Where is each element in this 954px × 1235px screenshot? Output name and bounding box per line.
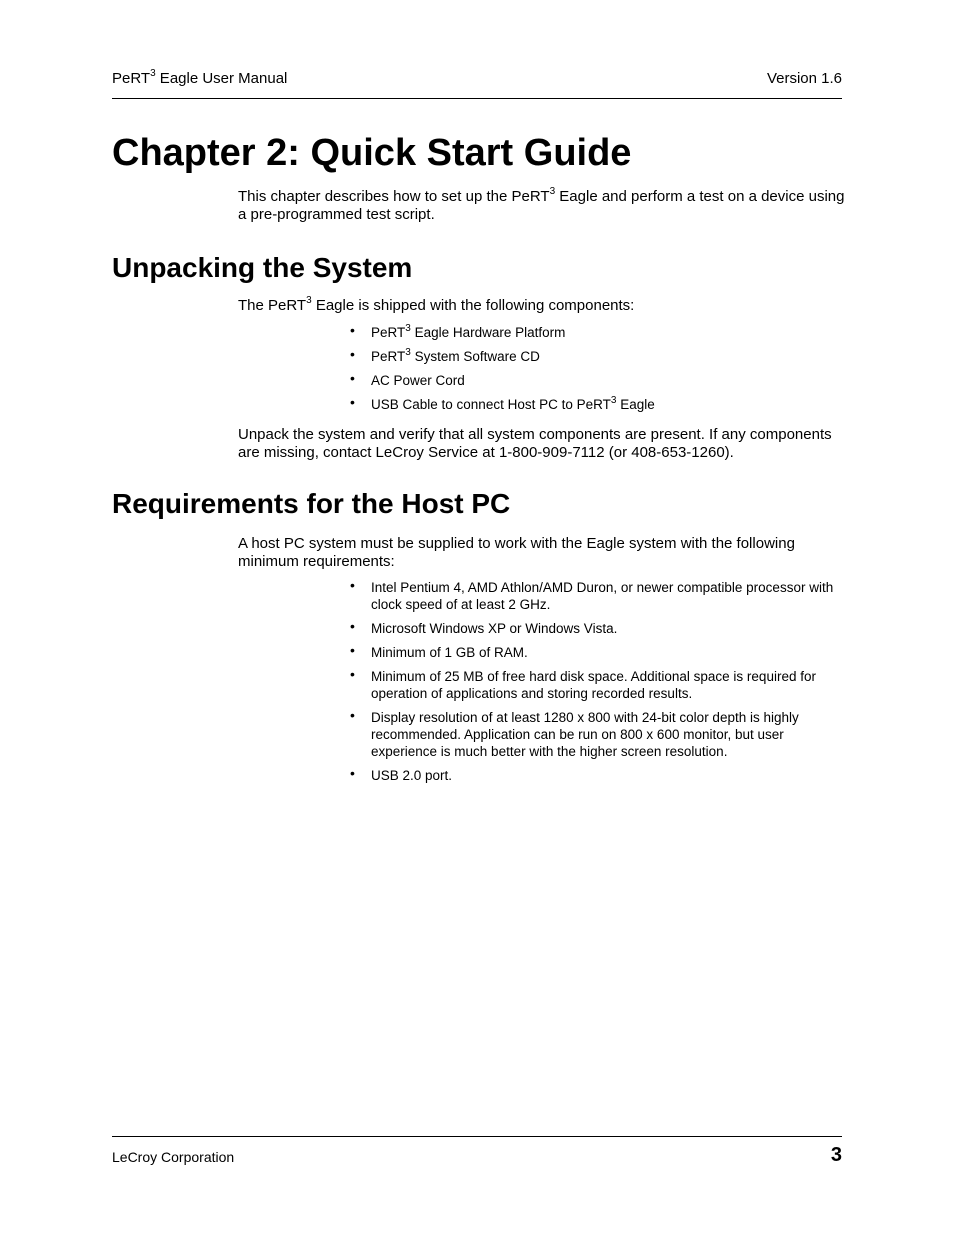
list-item (350, 644, 845, 661)
list-item-text: Minimum of 1 GB of RAM. (371, 645, 528, 660)
list-item-text: PeRT (371, 349, 406, 364)
list-item-text: Microsoft Windows XP or Windows Vista. (371, 621, 618, 636)
list-item-superscript: 3 (405, 322, 411, 334)
bullet-icon: • (350, 577, 355, 593)
list-item-text: Minimum of 25 MB of free hard disk space. Additional space is required for operation of applications and storing recorded results. (371, 669, 816, 701)
list-item-text-suffix: Eagle Hardware Platform (410, 325, 566, 340)
list-item-text: PeRT (371, 325, 406, 340)
bullet-icon: • (350, 346, 355, 362)
list-item-text: AC Power Cord (371, 373, 465, 388)
bullet-icon: • (350, 618, 355, 634)
list-item-superscript: 3 (405, 346, 411, 358)
list-item-text: USB 2.0 port. (371, 768, 453, 783)
unpacking-lead (238, 297, 848, 315)
version-label: Version 1.6 (766, 70, 842, 87)
list-item (350, 668, 845, 702)
bullet-icon: • (350, 322, 355, 338)
unpacking-lead-superscript: 3 (306, 295, 312, 306)
intro-text-2: Eagle and perform a test on a device using a pre-programmed test script. (238, 188, 845, 223)
list-item (350, 396, 845, 413)
unpacking-lead-text-1: The PeRT (238, 297, 307, 314)
bullet-icon: • (350, 642, 355, 658)
bullet-icon: • (350, 707, 355, 723)
bullet-icon: • (350, 394, 355, 410)
list-item (350, 372, 845, 389)
company-name: LeCroy Corporation (112, 1149, 235, 1165)
unpacking-lead-text-2: Eagle is shipped with the following components: (311, 297, 635, 314)
bullet-icon: • (350, 765, 355, 781)
list-item (350, 767, 845, 784)
manual-title-superscript: 3 (150, 68, 156, 79)
page-header (112, 68, 842, 99)
list-item-text: USB Cable to connect Host PC to PeRT (371, 397, 611, 412)
page-number: 3 (830, 1144, 842, 1166)
components-list (350, 324, 845, 420)
list-item-text-suffix: System Software CD (410, 349, 540, 364)
list-item (350, 348, 845, 365)
bullet-icon: • (350, 370, 355, 386)
manual-title-prefix: PeRT (112, 70, 151, 87)
list-item-text-suffix: Eagle (616, 397, 655, 412)
manual-title-suffix: Eagle User Manual (155, 70, 288, 87)
list-item (350, 709, 845, 760)
list-item (350, 324, 845, 341)
bullet-icon: • (350, 666, 355, 682)
list-item-text: Display resolution of at least 1280 x 800 with 24-bit color depth is highly recommended. Application can be run on 800 x 600 monitor, but user experience is much better with the higher screen resolution. (371, 710, 799, 759)
unpacking-heading: Unpacking the System (112, 252, 413, 283)
intro-superscript: 3 (549, 186, 556, 197)
list-item (350, 579, 845, 613)
intro-text-1: This chapter describes how to set up the PeRT (238, 188, 550, 205)
requirements-heading: Requirements for the Host PC (112, 488, 511, 519)
requirements-list (350, 579, 845, 791)
page-footer (112, 1136, 842, 1173)
manual-title (112, 70, 287, 87)
list-item-superscript: 3 (610, 394, 617, 406)
requirements-lead: A host PC system must be supplied to work with the Eagle system with the following minimum requirements: (238, 535, 795, 570)
list-item-text: Intel Pentium 4, AMD Athlon/AMD Duron, or newer compatible processor with clock speed of at least 2 GHz. (371, 580, 834, 612)
chapter-intro (238, 188, 848, 224)
list-item (350, 620, 845, 637)
unpacking-closing: Unpack the system and verify that all system components are present. If any components are missing, contact LeCroy Service at 1-800-909-7112 (or 408-653-1260). (238, 426, 832, 461)
chapter-title: Chapter 2: Quick Start Guide (112, 132, 632, 174)
